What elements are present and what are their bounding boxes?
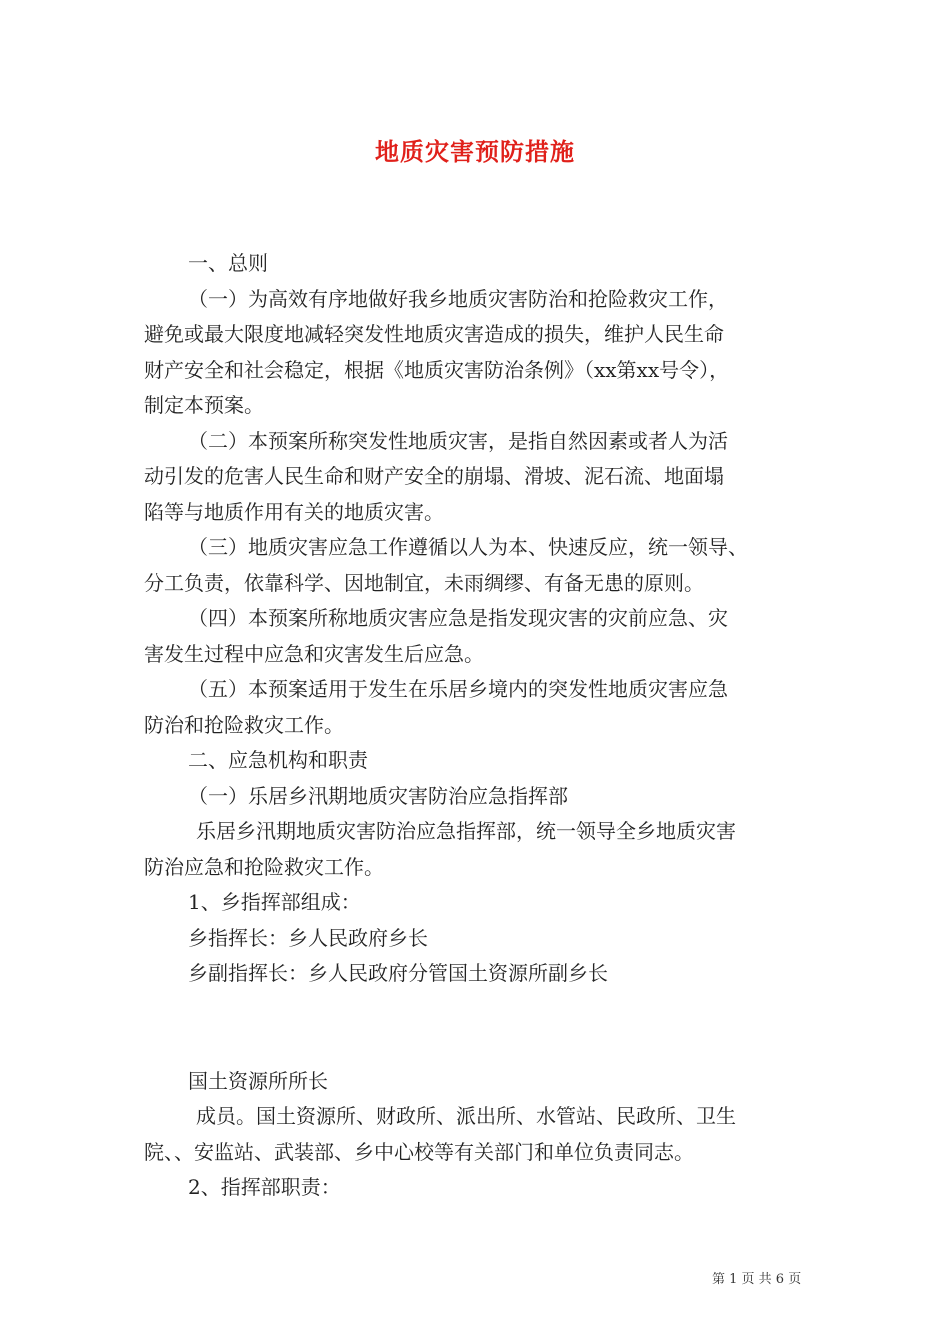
- list-item: 乡副指挥长：乡人民政府分管国土资源所副乡长: [188, 961, 608, 985]
- paragraph-line: 制定本预案。: [144, 393, 264, 417]
- paragraph-line: 防治和抢险救灾工作。: [144, 712, 344, 737]
- subsection-heading: （一）乐居乡汛期地质灾害防治应急指挥部: [188, 783, 568, 808]
- paragraph-line: 财产安全和社会稳定，根据《地质灾害防治条例》（xx第xx号令），: [144, 357, 730, 382]
- section-heading: 二、应急机构和职责: [188, 748, 368, 772]
- paragraph-line: （三）地质灾害应急工作遵循以人为本、快速反应，统一领导、: [188, 535, 748, 559]
- paragraph-line: 成员。国土资源所、财政所、派出所、水管站、民政所、卫生: [196, 1104, 736, 1128]
- paragraph-line: 避免或最大限度地减轻突发性地质灾害造成的损失，维护人民生命: [144, 322, 724, 346]
- paragraph-line: （二）本预案所称突发性地质灾害，是指自然因素或者人为活: [188, 428, 728, 453]
- list-heading: 2、指挥部职责：: [188, 1175, 341, 1199]
- list-item: 国土资源所所长: [188, 1068, 328, 1093]
- paragraph-line: （四）本预案所称地质灾害应急是指发现灾害的灾前应急、灾: [188, 606, 728, 630]
- spacer: [144, 992, 810, 1064]
- paragraph-line: （一）为高效有序地做好我乡地质灾害防治和抢险救灾工作，: [188, 286, 728, 311]
- list-heading: 1、乡指挥部组成：: [188, 890, 361, 914]
- document-title: 地质灾害预防措施: [375, 137, 575, 166]
- paragraph-line: 防治应急和抢险救灾工作。: [144, 854, 384, 879]
- paragraph-line: 陷等与地质作用有关的地质灾害。: [144, 499, 444, 524]
- paragraph-line: 分工负责，依靠科学、因地制宜，未雨绸缪、有备无患的原则。: [144, 570, 704, 595]
- paragraph-line: 院、、安监站、武装部、乡中心校等有关部门和单位负责同志。: [144, 1139, 694, 1164]
- paragraph-line: 乐居乡汛期地质灾害防治应急指挥部，统一领导全乡地质灾害: [196, 819, 736, 843]
- list-item: 乡指挥长：乡人民政府乡长: [188, 925, 428, 950]
- paragraph-line: 害发生过程中应急和灾害发生后应急。: [144, 641, 484, 666]
- page-number: 第 1 页 共 6 页: [712, 1272, 802, 1287]
- section-heading: 一、总则: [188, 251, 268, 275]
- document-body: [144, 246, 810, 1206]
- paragraph-line: （五）本预案适用于发生在乐居乡境内的突发性地质灾害应急: [188, 677, 728, 701]
- paragraph-line: 动引发的危害人民生命和财产安全的崩塌、滑坡、泥石流、地面塌: [144, 464, 724, 488]
